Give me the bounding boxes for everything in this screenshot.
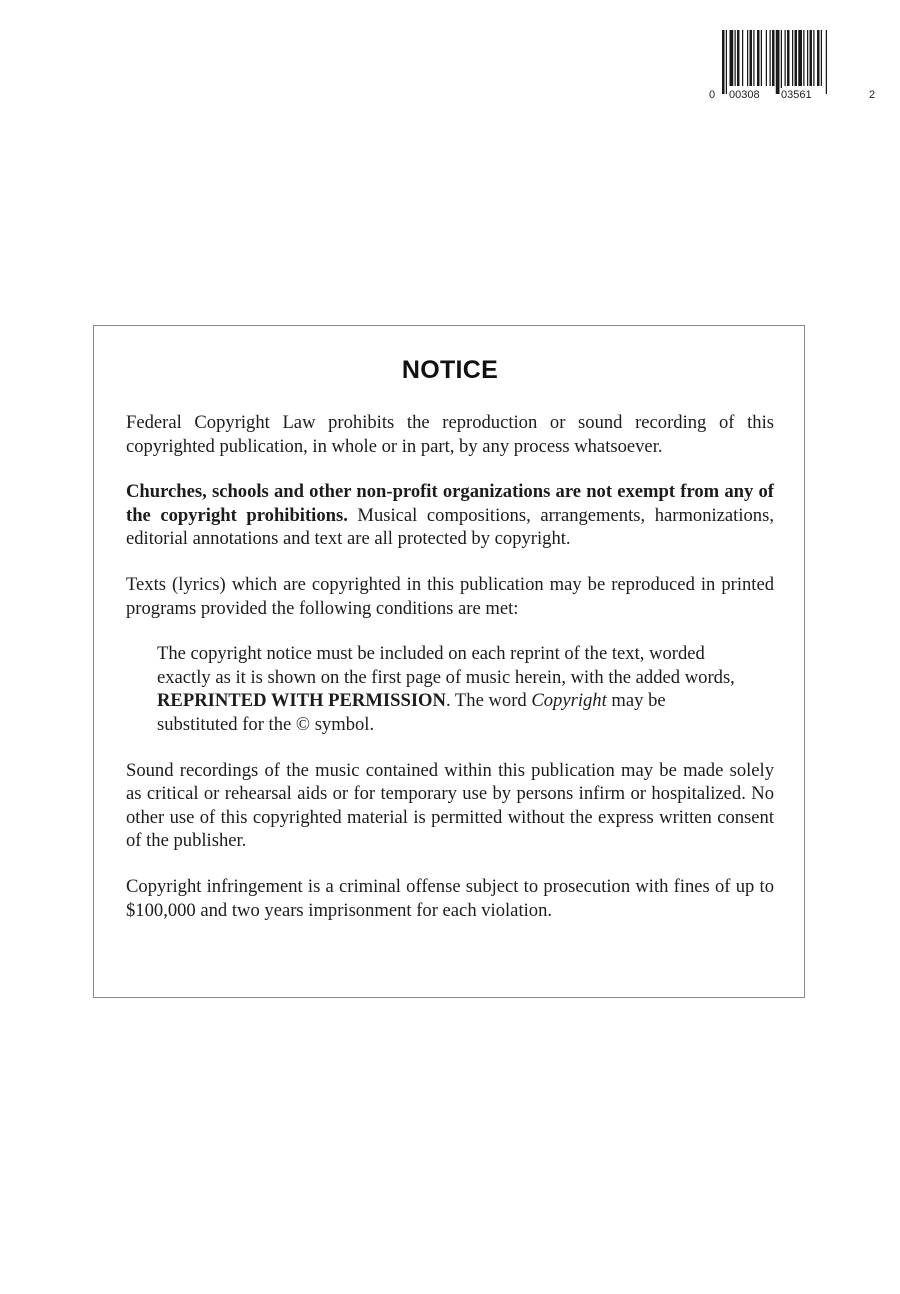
barcode-bar — [772, 30, 775, 86]
notice-paragraph-recordings — [126, 759, 774, 853]
barcode-bar — [795, 30, 798, 86]
barcode-bar — [817, 30, 820, 86]
barcode-bar — [776, 30, 780, 94]
barcode-bar — [807, 30, 808, 86]
barcode-digits — [708, 88, 888, 104]
para4-text-a: The copyright notice must be included on each reprint of the text, worded exactly as it is shown on the first page of music herein, with the added words, — [157, 643, 735, 688]
barcode-bar — [770, 30, 771, 86]
barcode-bar — [792, 30, 793, 86]
barcode-digit-left: 0 — [709, 89, 716, 101]
para2-bold-text: Churches, schools and other non-profit organizations are not exempt from any of the copyright prohibitions. — [126, 481, 774, 526]
para5-text: Sound recordings of the music contained within this publication may be made solely as critical or rehearsal aids or for temporary use by persons infirm or hospitalized. No other use of this copyrighted material is permitted without the express written consent of the publisher. — [126, 759, 774, 852]
barcode-bar — [737, 30, 740, 86]
barcode-bar — [821, 30, 822, 86]
barcode-bar — [750, 30, 753, 86]
para4-italic-text: Copyright — [531, 690, 607, 712]
notice-box — [93, 325, 805, 998]
barcode-bar — [753, 30, 754, 86]
barcode-bar — [813, 30, 814, 86]
para2-text: Musical compositions, arrangements, harmonizations, editorial annotations and text are all protected by copyright. — [126, 504, 774, 550]
barcode-bar — [826, 30, 827, 94]
barcode-bar — [787, 30, 790, 86]
para4-bold-text: REPRINTED WITH PERMISSION — [157, 690, 446, 712]
barcode-bar — [761, 30, 762, 86]
barcode-bar — [803, 30, 804, 86]
barcode-bar — [730, 30, 734, 86]
barcode-digit-group-2: 03561 — [781, 89, 812, 101]
notice-paragraph-law — [126, 411, 774, 458]
barcode-bar — [781, 30, 782, 94]
barcode-bar — [798, 30, 802, 86]
notice-paragraph-texts — [126, 573, 774, 620]
barcode — [708, 28, 888, 108]
para6-text: Copyright infringement is a criminal offense subject to prosecution with fines of up to $100,000 and two years imprisonment for each violation. — [126, 875, 774, 921]
notice-paragraph-conditions — [157, 642, 738, 736]
barcode-bar — [722, 30, 725, 94]
barcode-bar — [726, 30, 727, 94]
barcode-bar — [747, 30, 748, 86]
barcode-bar — [757, 30, 760, 86]
barcode-digit-group-1: 00308 — [729, 89, 760, 101]
notice-paragraph-churches — [126, 480, 774, 551]
para4-text-c: may be substituted for the © symbol. — [157, 690, 666, 735]
barcode-digit-right: 2 — [869, 89, 876, 101]
barcode-bar — [785, 30, 786, 86]
para4-text-b: . The word — [445, 690, 532, 712]
barcode-bar — [810, 30, 813, 86]
barcode-bar — [766, 30, 767, 86]
notice-paragraph-infringement — [126, 875, 774, 922]
barcode-bar — [735, 30, 736, 86]
notice-title: NOTICE — [401, 356, 499, 384]
barcode-bars — [708, 28, 888, 94]
para3-text: Texts (lyrics) which are copyrighted in this publication may be reproduced in printed programs provided the following conditions are met: — [126, 573, 774, 619]
para1-text: Federal Copyright Law prohibits the reproduction or sound recording of this copyrighted publication, in whole or in part, by any process whatsoever. — [126, 412, 774, 457]
barcode-bar — [742, 30, 743, 86]
